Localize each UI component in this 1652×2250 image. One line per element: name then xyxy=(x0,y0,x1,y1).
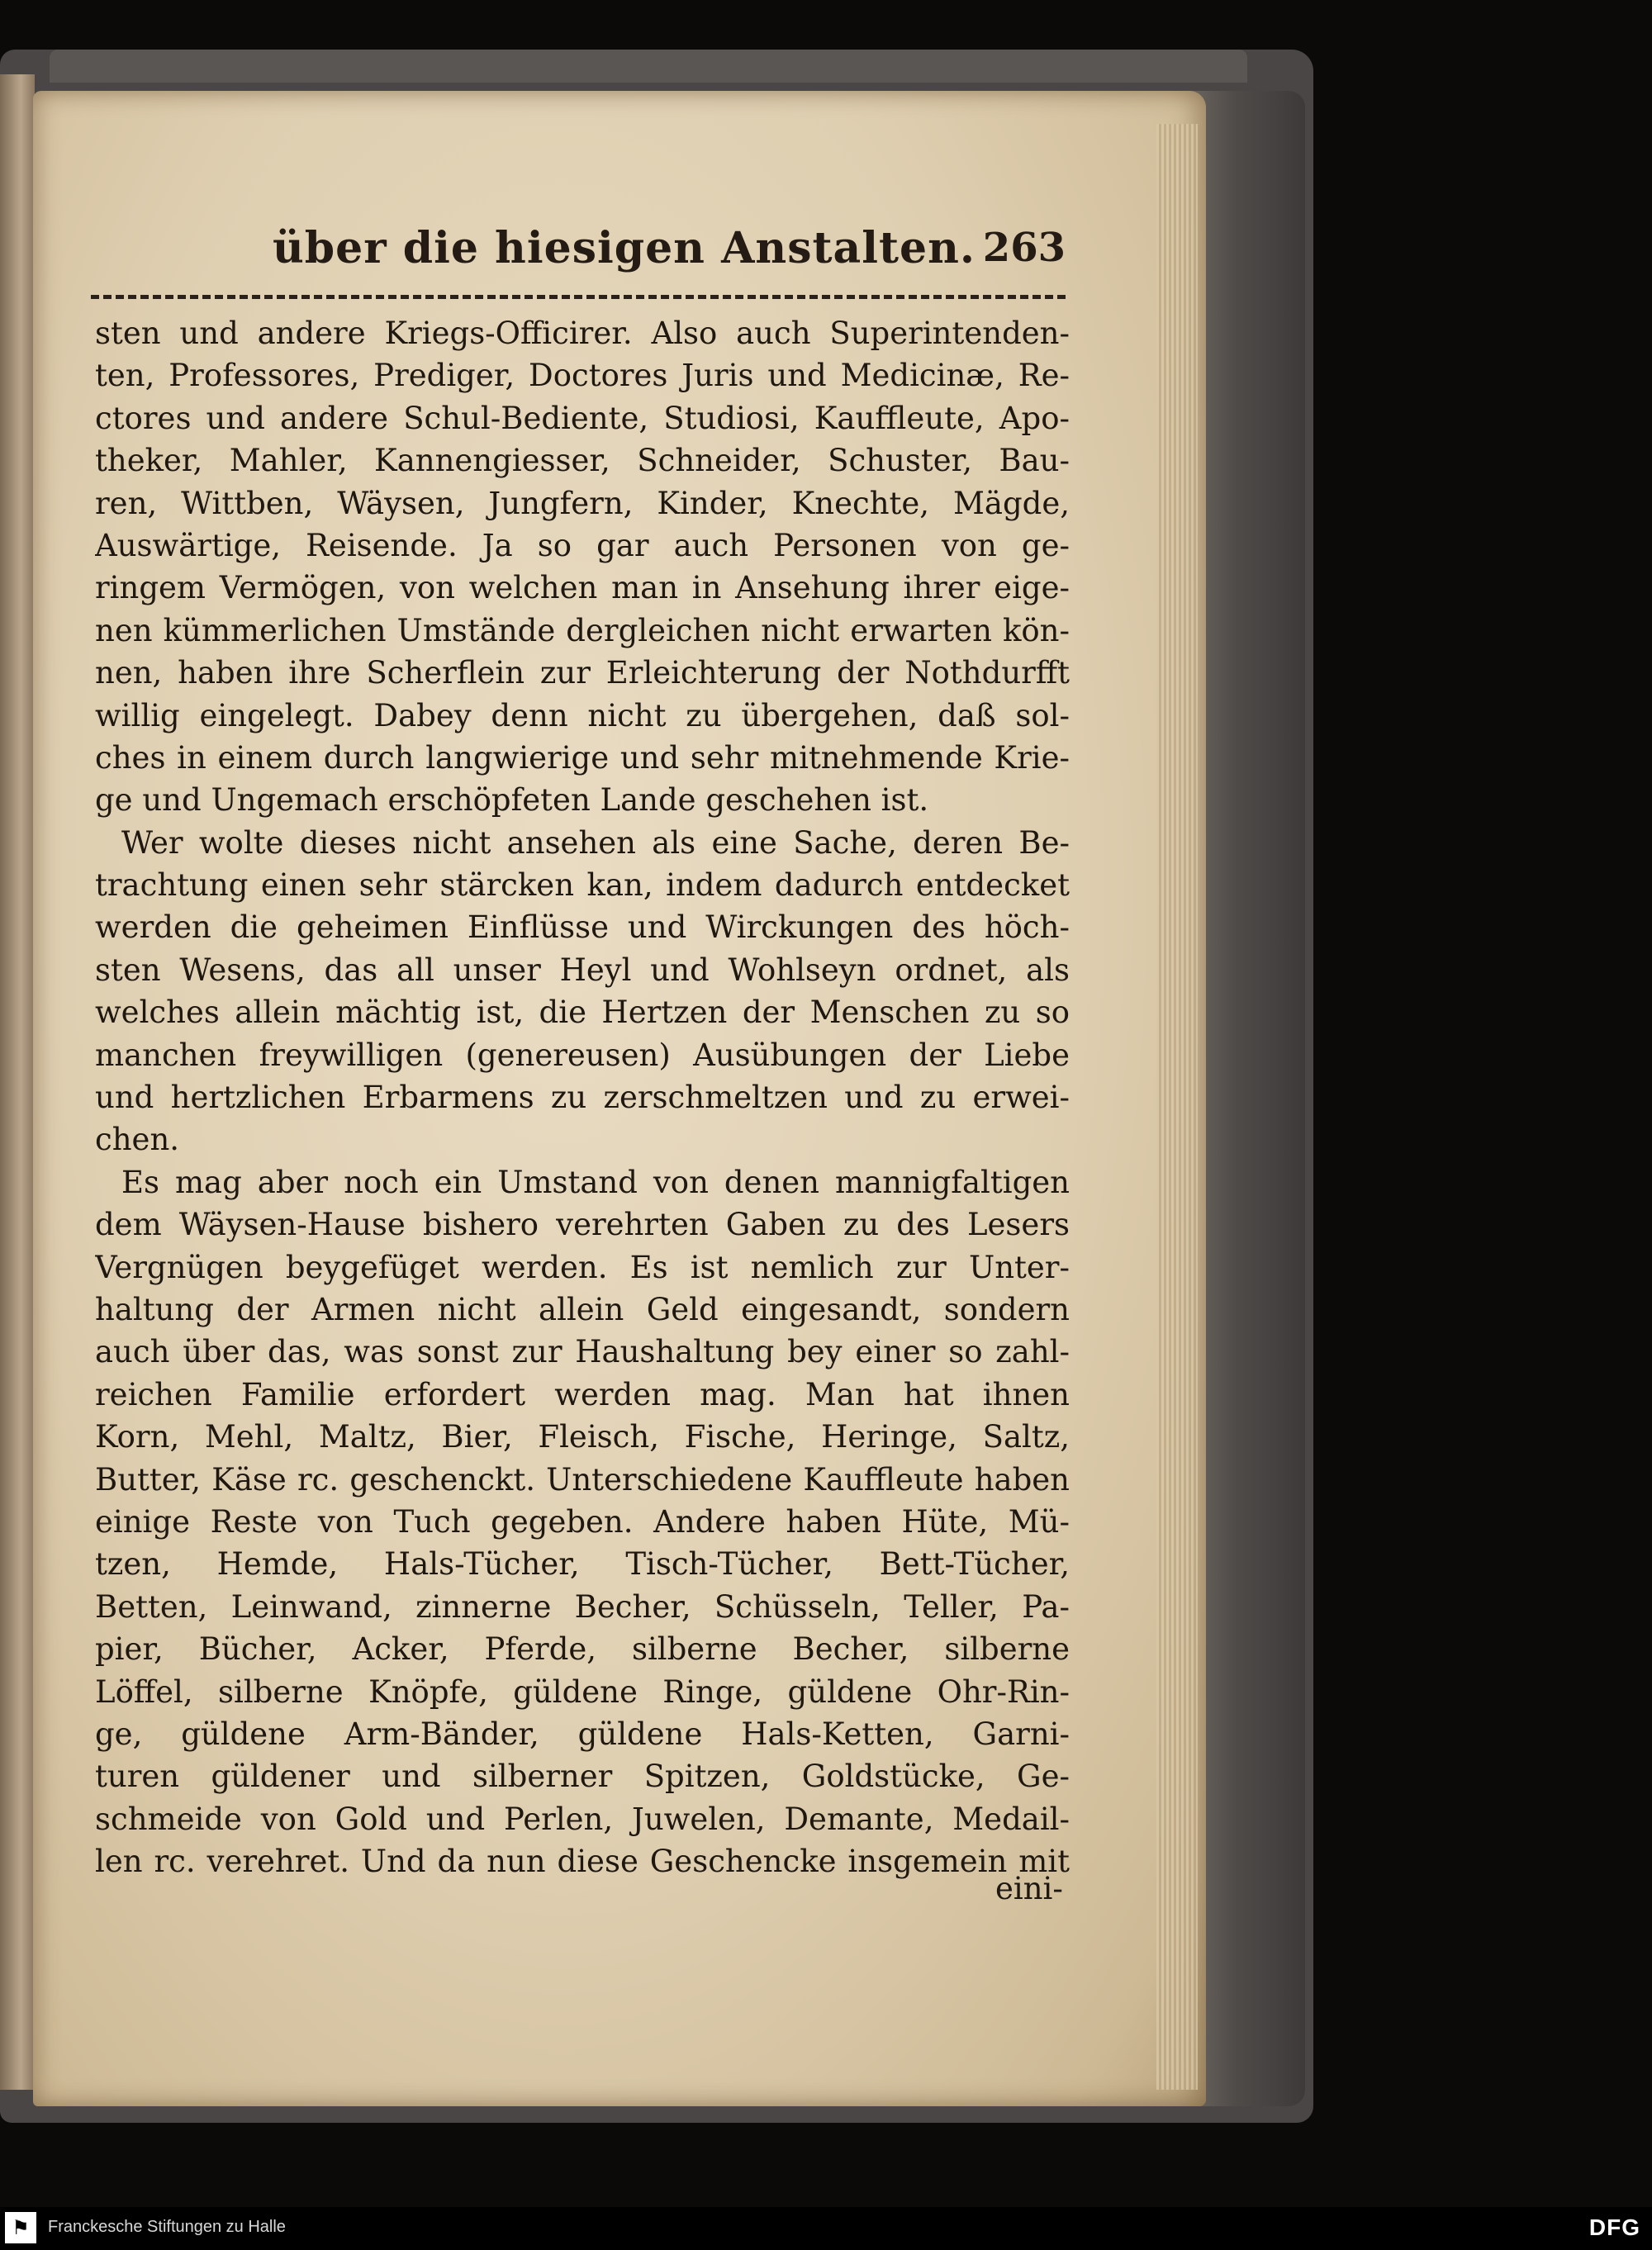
text-line: dem Wäysen-Hause bishero verehrten Gaben zu des Lesers xyxy=(95,1207,1070,1243)
catchword: eini- xyxy=(995,1871,1063,1906)
institution-label: Franckesche Stiftungen zu Halle xyxy=(48,2218,286,2236)
body-text xyxy=(95,312,1070,1882)
text-line: Betten, Leinwand, zinnerne Becher, Schüsseln, Teller, Pa- xyxy=(95,1588,1070,1625)
text-line: ten, Professores, Prediger, Doctores Juris und Medicinæ, Re- xyxy=(95,358,1070,394)
text-line: len rc. verehret. Und da nun diese Geschencke insgemein mit xyxy=(95,1844,1070,1880)
francke-foundation-logo-icon: ⚑ xyxy=(5,2212,36,2243)
viewer-footer xyxy=(0,2207,1652,2250)
text-line: theker, Mahler, Kannengiesser, Schneider, Schuster, Bau- xyxy=(95,443,1070,479)
book-cover-top xyxy=(50,50,1247,83)
left-page-edge xyxy=(0,74,35,2090)
page-fore-edge xyxy=(1156,124,1198,2090)
text-line: schmeide von Gold und Perlen, Juwelen, Demante, Medail- xyxy=(95,1801,1070,1837)
text-line: chen. xyxy=(95,1122,180,1158)
text-line: reichen Familie erfordert werden mag. Man hat ihnen xyxy=(95,1376,1070,1412)
text-line: nen kümmerlichen Umstände dergleichen nicht erwarten kön- xyxy=(95,612,1070,648)
running-head: über die hiesigen Anstalten. xyxy=(273,223,976,273)
text-line: ringem Vermögen, von welchen man in Ansehung ihrer eige- xyxy=(95,570,1070,606)
text-line: sten und andere Kriegs-Officirer. Also auch Superintenden- xyxy=(95,316,1070,351)
text-line: Auswärtige, Reisende. Ja so gar auch Personen von ge- xyxy=(95,527,1070,563)
text-line: trachtung einen sehr stärcken kan, indem dadurch entdecket xyxy=(95,867,1070,904)
text-line: Wer wolte dieses nicht ansehen als eine Sache, deren Be- xyxy=(121,824,1070,861)
text-line: werden die geheimen Einflüsse und Wirckungen des höch- xyxy=(95,909,1070,946)
dfg-logo: DFG xyxy=(1588,2214,1640,2240)
text-line: ge, güldene Arm-Bänder, güldene Hals-Ketten, Garni- xyxy=(95,1716,1070,1752)
text-line: nen, haben ihre Scherflein zur Erleichterung der Nothdurfft xyxy=(95,655,1070,691)
text-line: ches in einem durch langwierige und sehr mitnehmende Krie- xyxy=(95,739,1070,776)
page-number: 263 xyxy=(982,225,1066,271)
text-line: sten Wesens, das all unser Heyl und Wohlseyn ordnet, als xyxy=(95,952,1070,988)
text-line: Löffel, silberne Knöpfe, güldene Ringe, güldene Ohr-Rin- xyxy=(95,1673,1070,1710)
book-cover-right xyxy=(1189,91,1305,2106)
text-line: einige Reste von Tuch gegeben. Andere haben Hüte, Mü- xyxy=(95,1503,1070,1540)
page-header xyxy=(273,223,1066,281)
header-rule xyxy=(91,295,1066,299)
text-line: pier, Bücher, Acker, Pferde, silberne Becher, silberne xyxy=(95,1631,1070,1668)
text-line: ctores und andere Schul-Bediente, Studiosi, Kauffleute, Apo- xyxy=(95,400,1070,436)
text-line: manchen freywilligen (genereusen) Ausübungen der Liebe xyxy=(95,1037,1070,1073)
text-line: Butter, Käse rc. geschenckt. Unterschiedene Kauffleute haben xyxy=(95,1461,1070,1498)
text-line: ge und Ungemach erschöpfeten Lande geschehen ist. xyxy=(95,782,929,819)
text-line: Korn, Mehl, Maltz, Bier, Fleisch, Fische, Heringe, Saltz, xyxy=(95,1419,1070,1455)
text-line: willig eingelegt. Dabey denn nicht zu übergehen, daß sol- xyxy=(95,697,1070,733)
text-line: Es mag aber noch ein Umstand von denen mannigfaltigen xyxy=(121,1164,1070,1200)
text-line: tzen, Hemde, Hals-Tücher, Tisch-Tücher, Bett-Tücher, xyxy=(95,1546,1070,1583)
text-line: haltung der Armen nicht allein Geld eingesandt, sondern xyxy=(95,1291,1070,1327)
text-line: ren, Wittben, Wäysen, Jungfern, Kinder, Knechte, Mägde, xyxy=(95,485,1070,521)
text-line: und hertzlichen Erbarmens zu zerschmeltzen und zu erwei- xyxy=(95,1080,1070,1116)
text-line: Vergnügen beygefüget werden. Es ist nemlich zur Unter- xyxy=(95,1249,1070,1285)
text-line: turen güldener und silberner Spitzen, Goldstücke, Ge- xyxy=(95,1759,1070,1795)
text-line: welches allein mächtig ist, die Hertzen der Menschen zu so xyxy=(95,994,1070,1031)
text-line: auch über das, was sonst zur Haushaltung bey einer so zahl- xyxy=(95,1334,1070,1370)
